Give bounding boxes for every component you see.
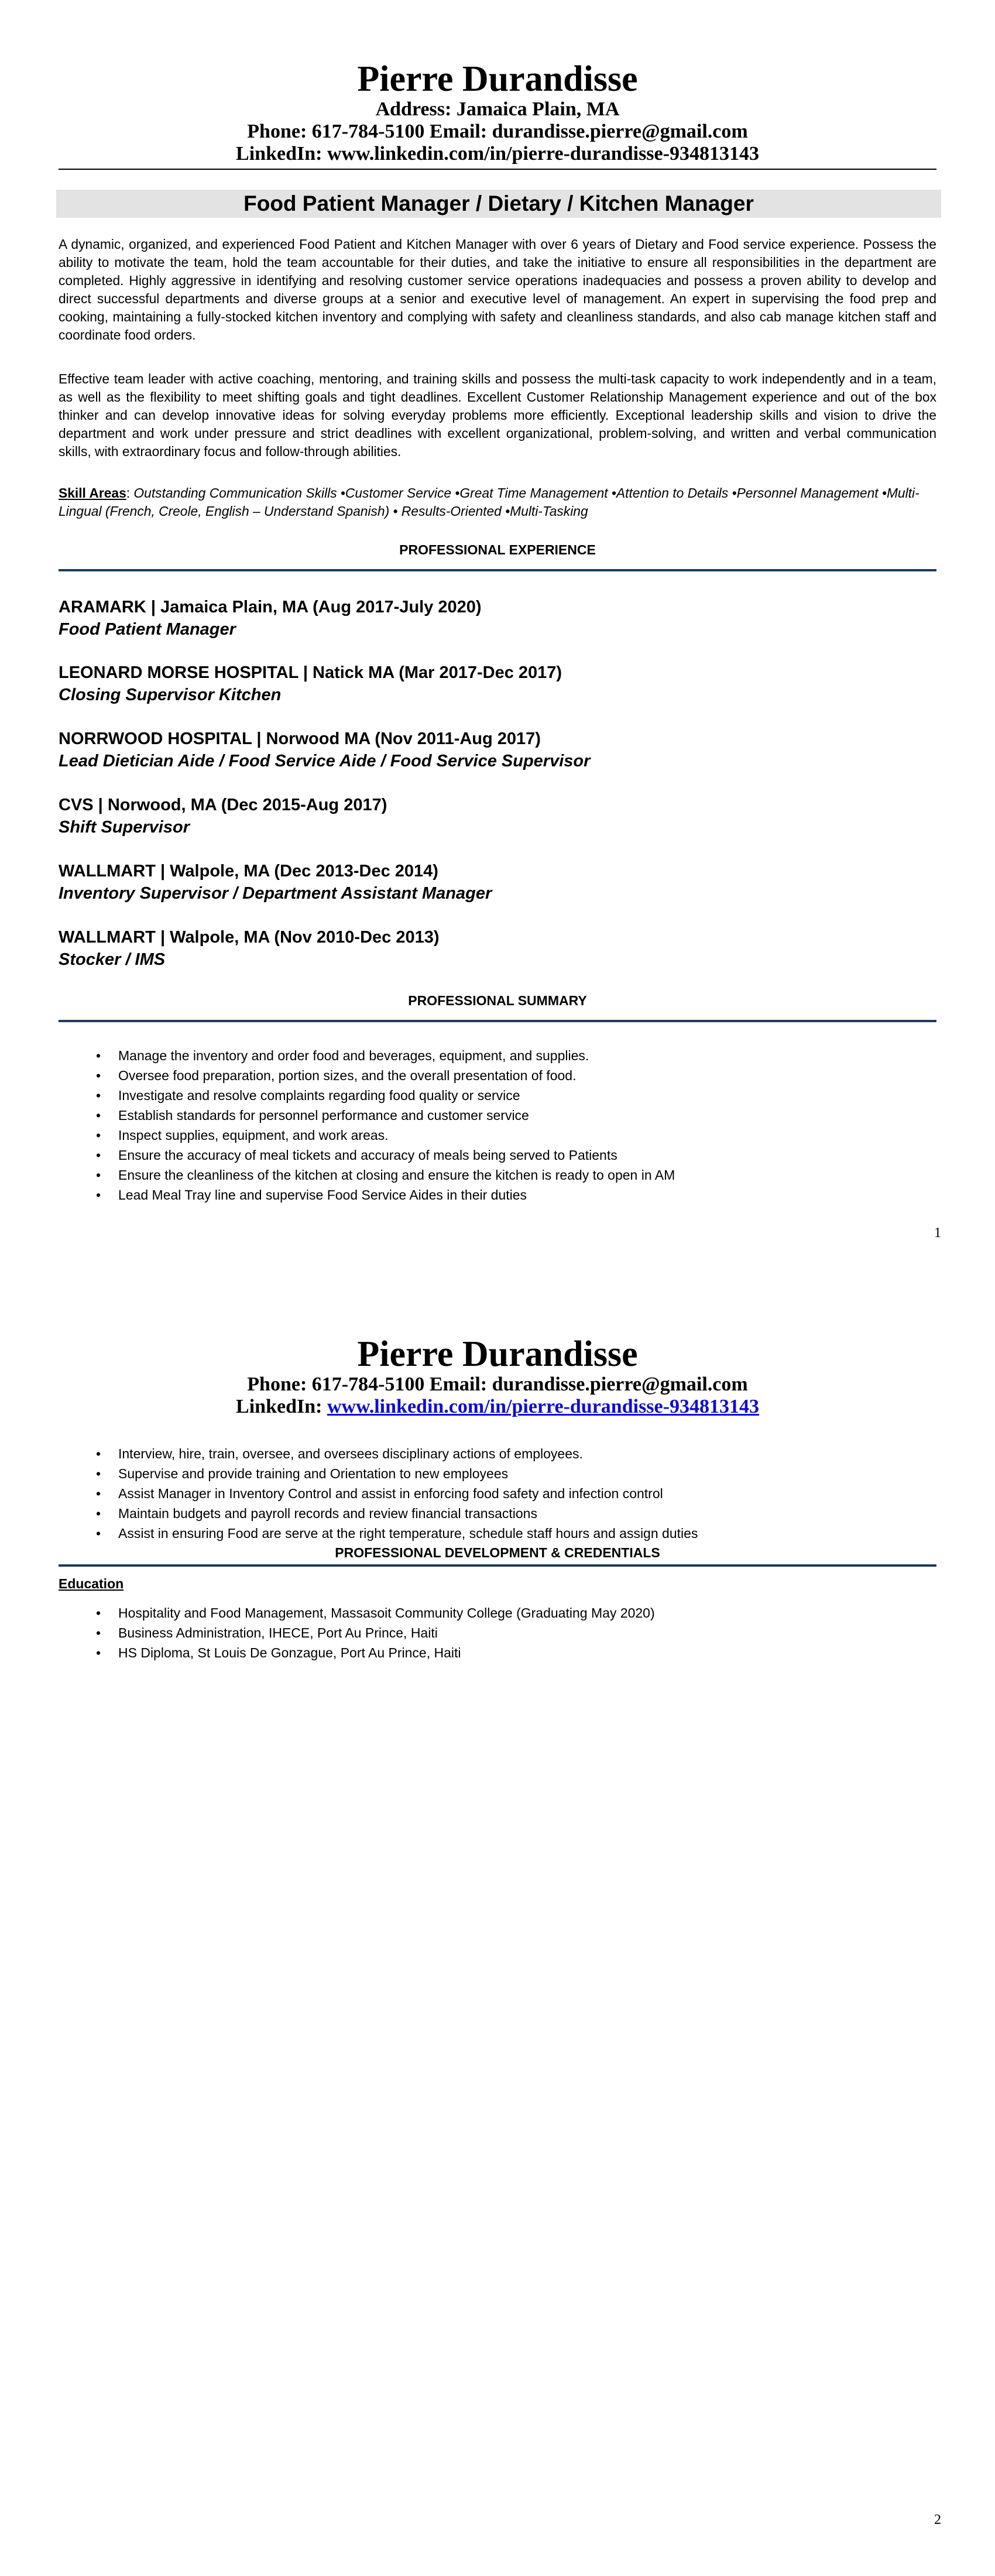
- section-title-experience: PROFESSIONAL EXPERIENCE: [399, 542, 596, 557]
- list-item: [59, 1444, 936, 1464]
- job-employer: WALLMART | Walpole, MA (Dec 2013-Dec 2014): [59, 862, 438, 881]
- job-entry: [59, 728, 936, 772]
- list-item: [59, 1503, 936, 1523]
- summary-bullet-list-continued: [59, 1444, 936, 1543]
- bullet-glyph: •: [96, 1187, 101, 1203]
- summary-paragraph-1: A dynamic, organized, and experienced Food Patient and Kitchen Manager with over 6 years of Dietary and Food service experience. Possess the ability to motivate the team, hold the team accountable for their duties, and take the initiative to ensure all responsibilities in the department are completed. Highly aggressive in identifying and resolving customer service operations inadequacies and possess a proven ability to develop and direct successful departments and diverse groups at a senior and executive level of management. An expert in supervising the food prep and cooking, maintaining a fully-stocked kitchen inventory and complying with safety and cleanliness standards, and also cab manage kitchen staff and coordinate food orders.: [59, 237, 936, 342]
- skill-areas: [59, 484, 936, 520]
- skill-areas-colon: :: [126, 485, 131, 501]
- bullet-glyph: •: [96, 1108, 101, 1123]
- list-item: [59, 1165, 936, 1185]
- linkedin-label: LinkedIn:: [236, 1396, 327, 1417]
- list-item-text: Investigate and resolve complaints regarding food quality or service: [118, 1088, 520, 1103]
- list-item-text: Lead Meal Tray line and supervise Food Service Aides in their duties: [118, 1187, 527, 1203]
- job-entry: [59, 662, 936, 706]
- skill-areas-label: Skill Areas: [59, 485, 126, 501]
- list-item-text: Assist Manager in Inventory Control and assist in enforcing food safety and infection control: [118, 1486, 663, 1501]
- job-role: Lead Dietician Aide / Food Service Aide / Food Service Supervisor: [59, 752, 591, 770]
- job-employer: ARAMARK | Jamaica Plain, MA (Aug 2017-July 2020): [59, 598, 482, 616]
- summary-paragraph-2: Effective team leader with active coaching, mentoring, and training skills and possess the multi-task capacity to work independently and in a team, as well as the flexibility to meet shifting goals and tight deadlines. Excellent Customer Relationship Management experience and out of the box thinker and can develop innovative ideas for solving everyday problems more efficiently. Exceptional leadership skills and vision to drive the department and work under pressure and strict deadlines with excellent organizational, problem-solving, and written and verbal communication skills, with extraordinary focus and follow-through abilities.: [59, 371, 936, 459]
- list-item-text: Hospitality and Food Management, Massasoit Community College (Graduating May 2020): [118, 1605, 655, 1621]
- headline-banner: Food Patient Manager / Dietary / Kitchen Manager: [56, 190, 941, 218]
- bullet-glyph: •: [96, 1486, 101, 1501]
- summary-divider: [59, 1020, 936, 1022]
- experience-divider: [59, 569, 936, 571]
- list-item-text: Establish standards for personnel performance and customer service: [118, 1108, 529, 1123]
- job-role: Stocker / IMS: [59, 950, 166, 969]
- list-item-text: HS Diploma, St Louis De Gonzague, Port Au Prince, Haiti: [118, 1645, 461, 1660]
- bullet-glyph: •: [96, 1506, 101, 1521]
- bullet-glyph: •: [96, 1147, 101, 1163]
- job-role: Inventory Supervisor / Department Assistant Manager: [59, 884, 492, 903]
- job-employer: NORRWOOD HOSPITAL | Norwood MA (Nov 2011-Aug 2017): [59, 729, 541, 748]
- bullet-glyph: •: [96, 1645, 101, 1660]
- candidate-name: Pierre Durandisse: [357, 59, 638, 99]
- job-entry: [59, 596, 936, 640]
- job-employer: LEONARD MORSE HOSPITAL | Natick MA (Mar 2017-Dec 2017): [59, 663, 562, 682]
- linkedin-link[interactable]: www.linkedin.com/in/pierre-durandisse-934813143: [327, 1396, 759, 1417]
- job-entry: [59, 926, 936, 971]
- list-item: [59, 1464, 936, 1484]
- list-item-text: Ensure the accuracy of meal tickets and accuracy of meals being served to Patients: [118, 1147, 617, 1163]
- linkedin-line: [0, 1396, 995, 1418]
- page-number: 2: [934, 2512, 941, 2527]
- list-item-text: Interview, hire, train, oversee, and oversees disciplinary actions of employees.: [118, 1446, 583, 1461]
- page-number: 1: [934, 1225, 941, 1241]
- address-line: Address: Jamaica Plain, MA: [375, 98, 620, 120]
- job-role: Shift Supervisor: [59, 818, 190, 837]
- list-item-text: Ensure the cleanliness of the kitchen at closing and ensure the kitchen is ready to open in AM: [118, 1167, 675, 1183]
- candidate-name: Pierre Durandisse: [357, 1334, 638, 1374]
- bullet-glyph: •: [96, 1526, 101, 1541]
- job-employer: CVS | Norwood, MA (Dec 2015-Aug 2017): [59, 796, 387, 814]
- bullet-glyph: •: [96, 1128, 101, 1143]
- list-item: [59, 1603, 936, 1623]
- list-item: [59, 1125, 936, 1145]
- credentials-divider: [59, 1564, 936, 1567]
- resume-page-2: [0, 1288, 995, 2576]
- list-item-text: Oversee food preparation, portion sizes, and the overall presentation of food.: [118, 1068, 577, 1083]
- list-item-text: Manage the inventory and order food and beverages, equipment, and supplies.: [118, 1048, 589, 1063]
- bullet-glyph: •: [96, 1068, 101, 1083]
- bullet-glyph: •: [96, 1625, 101, 1640]
- list-item: [59, 1484, 936, 1503]
- linkedin-line: LinkedIn: www.linkedin.com/in/pierre-durandisse-934813143: [236, 143, 759, 165]
- bullet-glyph: •: [96, 1466, 101, 1481]
- list-item: [59, 1105, 936, 1125]
- list-item: [59, 1085, 936, 1105]
- list-item: [59, 1643, 936, 1663]
- summary-bullet-list: [59, 1046, 936, 1205]
- education-list: [59, 1603, 936, 1663]
- skill-areas-list: Outstanding Communication Skills •Customer Service •Great Time Management •Attention to Details •Personnel Management •Multi-Lingual (French, Creole, English – Understand Spanish) • Results-Oriented •Multi-Tasking: [59, 485, 919, 519]
- job-entry: [59, 860, 936, 905]
- job-employer: WALLMART | Walpole, MA (Nov 2010-Dec 2013): [59, 928, 440, 947]
- list-item: [59, 1046, 936, 1066]
- phone-email-line: Phone: 617-784-5100 Email: durandisse.pierre@gmail.com: [247, 1373, 748, 1395]
- list-item-text: Business Administration, IHECE, Port Au Prince, Haiti: [118, 1625, 438, 1640]
- list-item: [59, 1523, 936, 1543]
- section-title-credentials: PROFESSIONAL DEVELOPMENT & CREDENTIALS: [335, 1545, 660, 1560]
- job-entry: [59, 794, 936, 838]
- job-role: Closing Supervisor Kitchen: [59, 686, 282, 704]
- list-item-text: Maintain budgets and payroll records and review financial transactions: [118, 1506, 537, 1521]
- bullet-glyph: •: [96, 1048, 101, 1063]
- header-divider: [59, 169, 936, 170]
- list-item: [59, 1185, 936, 1205]
- bullet-glyph: •: [96, 1088, 101, 1103]
- phone-email-line: Phone: 617-784-5100 Email: durandisse.pierre@gmail.com: [247, 121, 748, 142]
- list-item-text: Supervise and provide training and Orientation to new employees: [118, 1466, 509, 1481]
- education-label: Education: [59, 1576, 124, 1591]
- list-item-text: Assist in ensuring Food are serve at the right temperature, schedule staff hours and assign duties: [118, 1526, 698, 1541]
- list-item: [59, 1066, 936, 1085]
- bullet-glyph: •: [96, 1446, 101, 1461]
- list-item: [59, 1623, 936, 1643]
- section-title-professional-summary: PROFESSIONAL SUMMARY: [408, 993, 587, 1008]
- job-role: Food Patient Manager: [59, 620, 236, 639]
- bullet-glyph: •: [96, 1605, 101, 1621]
- list-item: [59, 1145, 936, 1165]
- list-item-text: Inspect supplies, equipment, and work areas.: [118, 1128, 389, 1143]
- bullet-glyph: •: [96, 1167, 101, 1183]
